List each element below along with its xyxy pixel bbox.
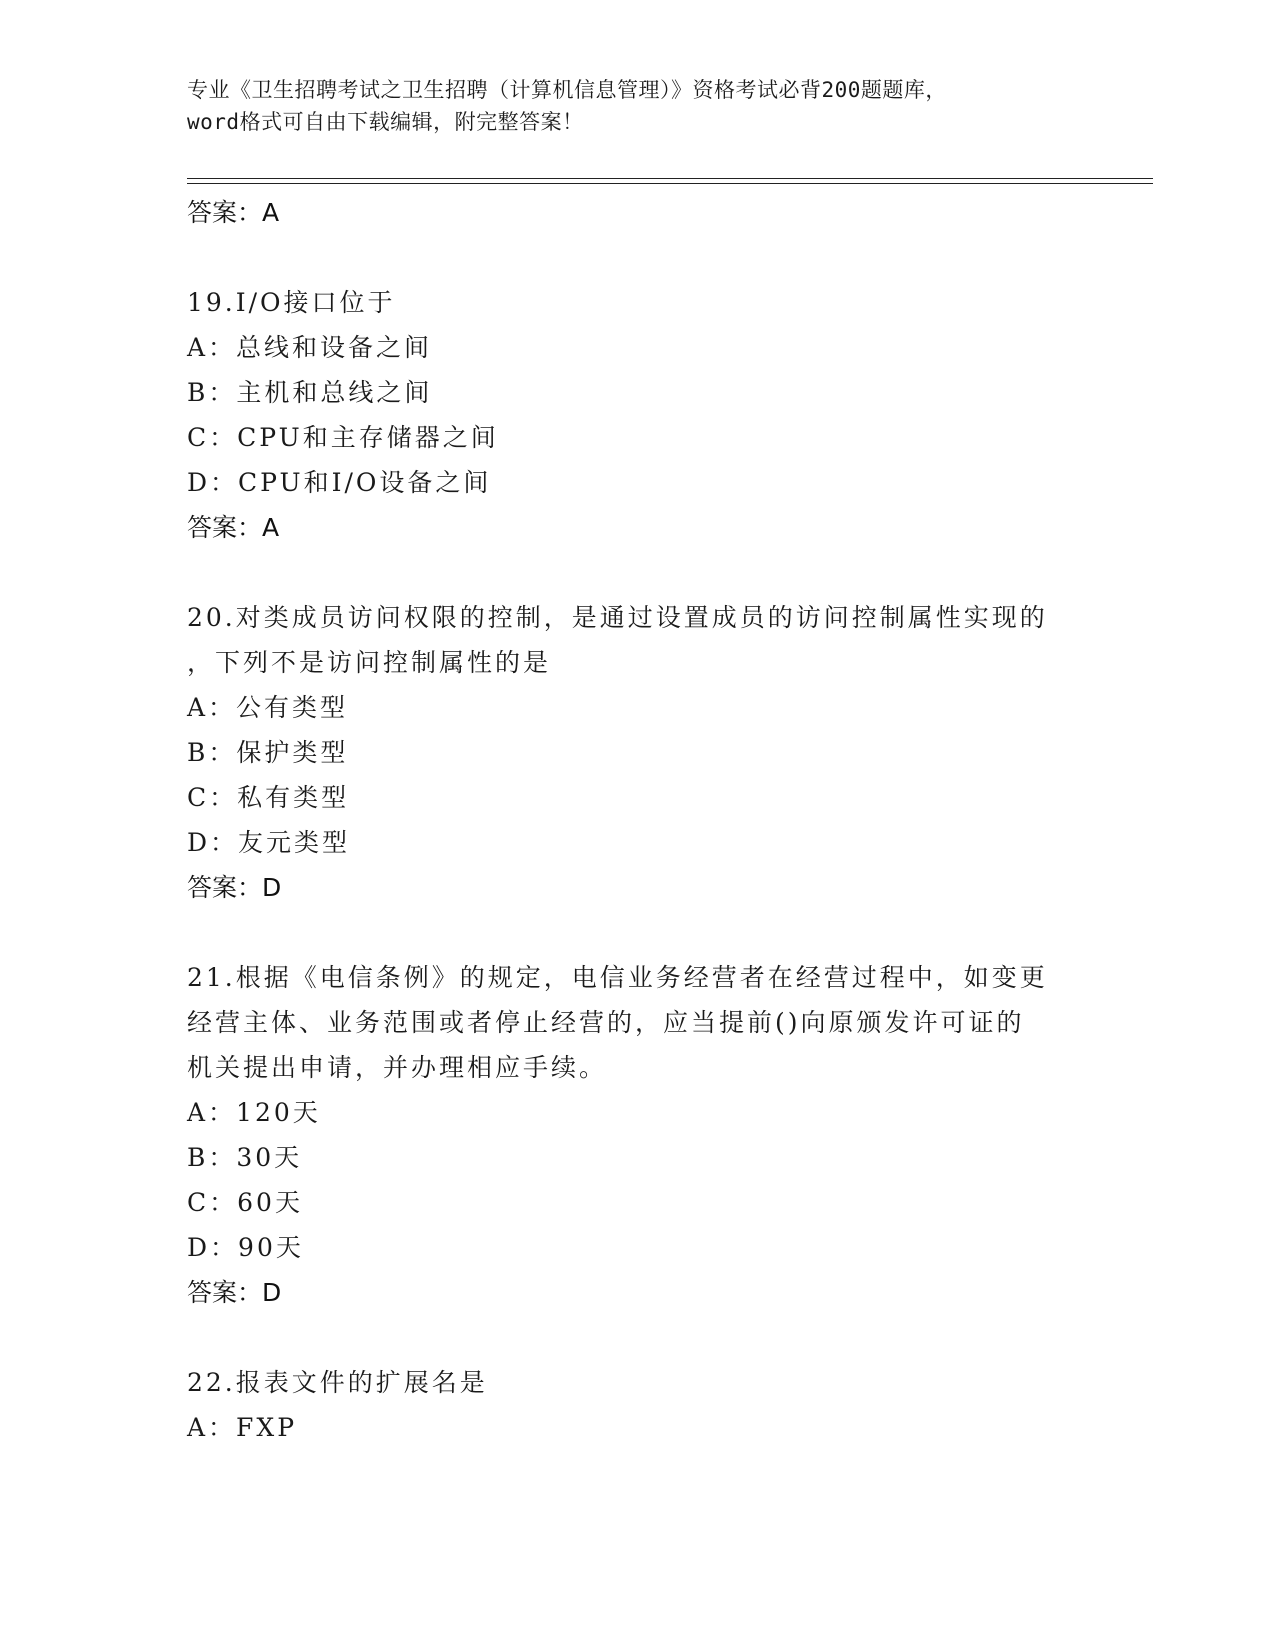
option-a: A：总线和设备之间 [187,333,433,362]
question-list [187,190,1087,1450]
question-text: 20.对类成员访问权限的控制，是通过设置成员的访问控制属性实现的 [187,603,1048,632]
option-c: C：60天 [187,1188,303,1217]
option-c: C：CPU和主存储器之间 [187,423,499,452]
option-c: C：私有类型 [187,783,350,812]
option-a: A：120天 [187,1098,321,1127]
question-text: 19.I/O接口位于 [187,288,396,317]
question-20 [187,595,1087,910]
question-19 [187,280,1087,550]
option-a: A：公有类型 [187,693,349,722]
question-text: 机关提出申请，并办理相应手续。 [187,1053,608,1082]
question-21 [187,955,1087,1315]
question-text: 22.报表文件的扩展名是 [187,1368,488,1397]
answer-label: 答案：A [187,198,280,227]
header-line-2: word格式可自由下载编辑，附完整答案！ [187,110,584,134]
answer-label: 答案：A [187,513,280,542]
header-line-1: 专业《卫生招聘考试之卫生招聘（计算机信息管理）》资格考试必背200题题库， [187,78,947,102]
option-d: D：CPU和I/O设备之间 [187,468,492,497]
option-b: B：主机和总线之间 [187,378,433,407]
option-d: D：90天 [187,1233,304,1262]
answer-label: 答案：D [187,1278,282,1307]
document-header [187,74,1087,138]
option-a: A：FXP [187,1413,298,1442]
question-text: 21.根据《电信条例》的规定，电信业务经营者在经营过程中，如变更 [187,963,1048,992]
answer-label: 答案：D [187,873,282,902]
option-b: B：30天 [187,1143,303,1172]
question-22 [187,1360,1087,1450]
question-text: 经营主体、业务范围或者停止经营的，应当提前()向原颁发许可证的 [187,1008,1025,1037]
question-text: ，下列不是访问控制属性的是 [187,648,552,677]
option-b: B：保护类型 [187,738,349,767]
header-divider [187,178,1153,184]
option-d: D：友元类型 [187,828,351,857]
